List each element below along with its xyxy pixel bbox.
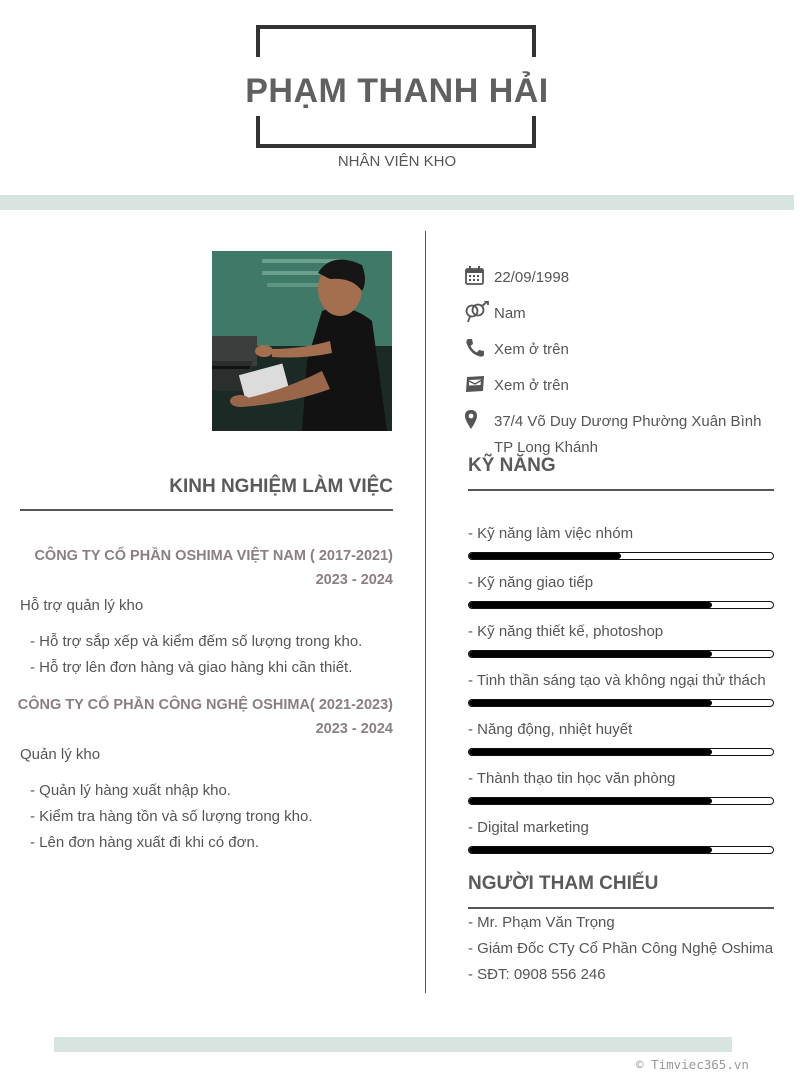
skill-level-fill [469, 700, 712, 706]
skill-level-fill [469, 651, 712, 657]
gender-icon [464, 301, 486, 323]
job-2-period: 2023 - 2024 [315, 721, 393, 737]
skill-label: - Thành thạo tin học văn phòng [468, 770, 676, 787]
job-1-duty: - Hỗ trợ sắp xếp và kiểm đếm số lượng trong kho. [30, 633, 363, 650]
experience-divider [20, 509, 393, 511]
info-phone: Xem ở trên [464, 337, 784, 363]
phone-icon [464, 337, 486, 359]
info-birthdate: 22/09/1998 [464, 265, 784, 291]
references-divider [468, 907, 774, 909]
skill-label: - Năng động, nhiệt huyết [468, 721, 633, 738]
job-2-company: CÔNG TY CỔ PHẦN CÔNG NGHỆ OSHIMA( 2021-2023) [17, 697, 393, 713]
job-2-duty: - Kiểm tra hàng tồn và số lượng trong kho. [30, 808, 313, 825]
job-2-duty: - Quản lý hàng xuất nhập kho. [30, 782, 231, 799]
skill-level-fill [469, 847, 712, 853]
top-band [0, 195, 794, 210]
skill-level-fill [469, 602, 712, 608]
skill-label: - Tinh thần sáng tạo và không ngại thử thách [468, 672, 766, 689]
skill-label: - Kỹ năng thiết kế, photoshop [468, 623, 664, 640]
job-1-role: Hỗ trợ quản lý kho [20, 597, 144, 614]
skill-level-bar [468, 846, 774, 854]
job-2-duty: - Lên đơn hàng xuất đi khi có đơn. [30, 834, 259, 851]
info-address: 37/4 Võ Duy Dương Phường Xuân Bình TP Long Khánh [464, 409, 784, 461]
skill-level-fill [469, 798, 712, 804]
footer-credit: © Timviec365.vn [636, 1057, 749, 1072]
job-1-company: CÔNG TY CỔ PHẦN OSHIMA VIỆT NAM ( 2017-2021) [34, 548, 393, 564]
bottom-band [54, 1037, 732, 1052]
skill-level-bar [468, 699, 774, 707]
reference-position: - Giám Đốc CTy Cổ Phần Công Nghệ Oshima [468, 940, 774, 957]
candidate-name: PHẠM THANH HẢI [245, 72, 549, 110]
calendar-icon [464, 265, 486, 287]
job-2-role: Quản lý kho [20, 746, 101, 763]
email-icon [464, 373, 486, 395]
info-email: Xem ở trên [464, 373, 784, 399]
reference-phone: - SĐT: 0908 556 246 [468, 966, 606, 983]
info-gender: Nam [464, 301, 784, 327]
skill-label: - Digital marketing [468, 819, 589, 836]
job-title: NHÂN VIÊN KHO [337, 153, 457, 170]
reference-name: - Mr. Phạm Văn Trọng [468, 914, 615, 931]
skill-level-bar [468, 552, 774, 560]
skill-label: - Kỹ năng giao tiếp [468, 574, 594, 591]
references-section-title: NGƯỜI THAM CHIẾU [468, 873, 659, 894]
skill-level-bar [468, 601, 774, 609]
skill-level-bar [468, 748, 774, 756]
skill-level-bar [468, 797, 774, 805]
skills-divider [468, 489, 774, 491]
skill-level-fill [469, 749, 712, 755]
skill-level-fill [469, 553, 621, 559]
profile-photo [212, 251, 392, 431]
skill-label: - Kỹ năng làm việc nhóm [468, 525, 634, 542]
skill-level-bar [468, 650, 774, 658]
column-divider [425, 231, 426, 993]
skills-section-title: KỸ NĂNG [468, 455, 556, 476]
job-1-duty: - Hỗ trợ lên đơn hàng và giao hàng khi cần thiết. [30, 659, 353, 676]
experience-section-title: KINH NGHIỆM LÀM VIỆC [169, 476, 393, 497]
location-icon [464, 409, 486, 431]
job-1-period: 2023 - 2024 [315, 572, 393, 588]
